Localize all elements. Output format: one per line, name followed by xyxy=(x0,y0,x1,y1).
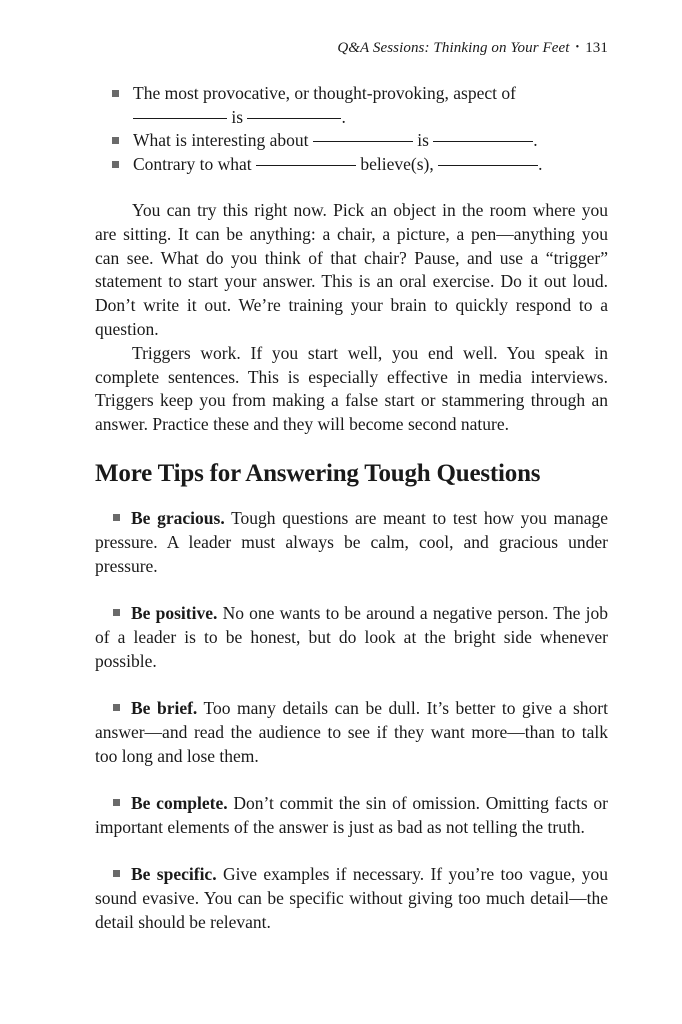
trigger-connector: is xyxy=(417,130,429,150)
paragraph: You can try this right now. Pick an object in the room where you are sitting. It can be anything: a chair, a picture, a pen—anything you can see. What do you think of that chair? Pause, and use a “trigger” statement to start your answer. This is an oral exercise. Do it out loud. Don’t write it out. We’re training your brain to quickly respond to a question. xyxy=(95,200,608,339)
fill-in-blank xyxy=(313,140,413,142)
section-heading: More Tips for Answering Tough Questions xyxy=(95,460,541,487)
trigger-list-item xyxy=(110,129,590,153)
trigger-list-item xyxy=(110,82,590,129)
fill-in-blank xyxy=(256,164,356,166)
trigger-text: What is interesting about xyxy=(133,130,309,150)
square-bullet-icon xyxy=(113,704,120,711)
trigger-end: . xyxy=(538,153,543,174)
trigger-connector: is xyxy=(231,106,244,127)
fill-in-blank xyxy=(433,140,533,142)
trigger-text: The most provocative, or thought-provoking, aspect of xyxy=(133,83,516,103)
tip-text: Give examples if necessary. If you’re too vague, you sound evasive. You can be specific without giving too much detail—the detail should be relevant. xyxy=(95,864,609,932)
page-number: 131 xyxy=(585,40,608,56)
tip-item xyxy=(95,507,608,578)
running-head-separator: • xyxy=(575,42,580,53)
trigger-end: . xyxy=(341,106,346,127)
tip-item xyxy=(95,602,608,673)
fill-in-blank xyxy=(438,164,538,166)
square-bullet-icon xyxy=(112,161,119,168)
square-bullet-icon xyxy=(112,90,119,97)
tip-text: Too many details can be dull. It’s better to give a short answer—and read the audience to see if they want more—than to talk too long and lose them. xyxy=(95,698,608,766)
fill-in-blank xyxy=(133,117,227,119)
trigger-text: Contrary to what xyxy=(133,153,252,174)
square-bullet-icon xyxy=(112,137,119,144)
square-bullet-icon xyxy=(113,799,120,806)
trigger-connector: believe(s), xyxy=(360,153,434,174)
tip-text: Tough questions are meant to test how you manage pressure. A leader must always be calm, cool, and gracious under pressure. xyxy=(95,508,608,576)
tip-label: Be positive. xyxy=(131,603,218,623)
running-head xyxy=(337,40,608,57)
tip-label: Be specific. xyxy=(131,864,217,884)
fill-in-blank xyxy=(247,117,341,119)
running-head-title: Q&A Sessions: Thinking on Your Feet xyxy=(337,40,570,56)
tip-label: Be complete. xyxy=(131,793,228,813)
square-bullet-icon xyxy=(113,609,120,616)
tip-text: No one wants to be around a negative person. The job of a leader is to be honest, but do look at the bright side whenever possible. xyxy=(95,603,609,671)
square-bullet-icon xyxy=(113,870,120,877)
trigger-end: . xyxy=(533,130,538,150)
trigger-list xyxy=(110,82,590,176)
paragraph: Triggers work. If you start well, you end well. You speak in complete sentences. This is especially effective in media interviews. Triggers keep you from making a false start or stammering through an answer. Practice these and they will become second nature. xyxy=(95,342,608,435)
body-text xyxy=(95,199,608,437)
tip-label: Be gracious. xyxy=(131,508,225,528)
tip-label: Be brief. xyxy=(131,698,198,718)
square-bullet-icon xyxy=(113,514,120,521)
tip-item xyxy=(95,792,608,840)
tip-item xyxy=(95,863,608,934)
trigger-list-item xyxy=(110,153,590,177)
tip-item xyxy=(95,697,608,768)
tip-text: Don’t commit the sin of omission. Omitting facts or important elements of the answer is just as bad as not telling the truth. xyxy=(95,793,609,837)
